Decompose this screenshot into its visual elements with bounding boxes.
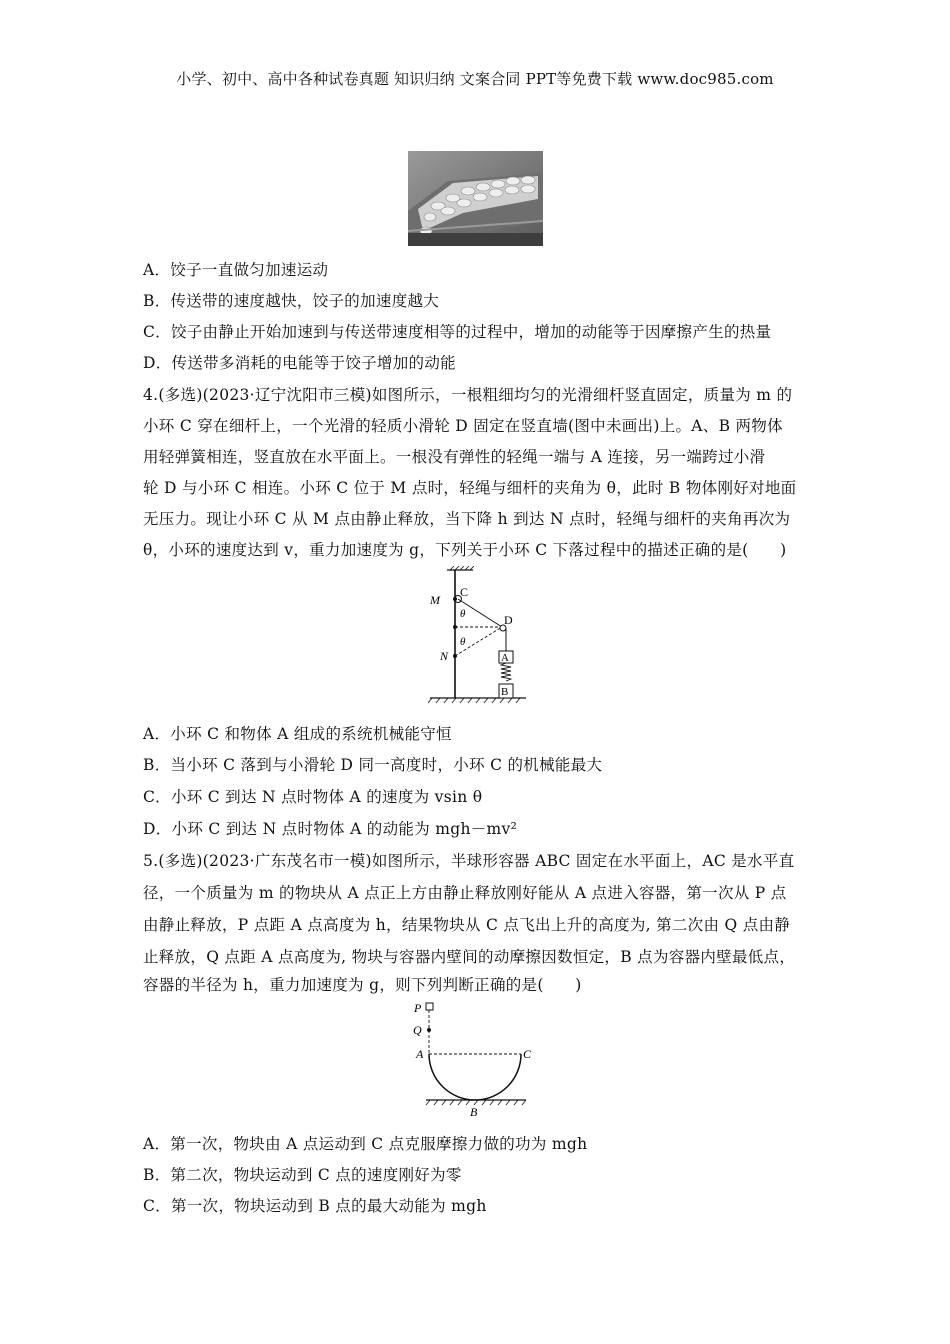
q4-stem-line-4: 轮 D 与小环 C 相连。小环 C 位于 M 点时，轻绳与细杆的夹角为 θ，此时 B 物体刚好对地面 xyxy=(143,479,797,497)
q5-stem-line-3: 由静止释放，P 点距 A 点高度为 h，结果物块从 C 点飞出上升的高度为, 第二次由 Q 点由静 xyxy=(143,916,791,934)
q4-option-a: A．小环 C 和物体 A 组成的系统机械能守恒 xyxy=(143,725,452,743)
label-b5: B xyxy=(470,1105,478,1119)
label-theta-1: θ xyxy=(460,608,466,620)
label-p: P xyxy=(414,1001,422,1015)
q5-stem-line-5: 容器的半径为 h，重力加速度为 g，则下列判断正确的是( ) xyxy=(143,976,582,994)
q5-option-a: A．第一次，物块由 A 点运动到 C 点克服摩擦力做的功为 mgh xyxy=(143,1135,588,1153)
q4-stem-line-1: 4.(多选)(2023·辽宁沈阳市三模)如图所示，一根粗细均匀的光滑细杆竖直固定，质量为 m 的 xyxy=(143,386,793,404)
label-m: M xyxy=(430,593,440,607)
q4-option-c: C．小环 C 到达 N 点时物体 A 的速度为 vsin θ xyxy=(143,788,483,806)
q4-option-b: B．当小环 C 落到与小滑轮 D 同一高度时，小环 C 的机械能最大 xyxy=(143,756,603,774)
q3-option-d: D．传送带多消耗的电能等于饺子增加的动能 xyxy=(143,354,456,372)
q4-option-d: D．小环 C 到达 N 点时物体 A 的动能为 mgh－mv² xyxy=(143,820,518,838)
q5-stem-line-1: 5.(多选)(2023·广东茂名市一模)如图所示，半球形容器 ABC 固定在水平面上，AC 是水平直 xyxy=(143,852,795,870)
label-a5: A xyxy=(416,1047,424,1061)
label-b: B xyxy=(501,686,509,698)
q4-stem-line-6: θ，小环的速度达到 v，重力加速度为 g，下列关于小环 C 下落过程中的描述正确的是( ) xyxy=(143,541,787,559)
q3-option-a: A．饺子一直做匀加速运动 xyxy=(143,261,329,279)
label-c5: C xyxy=(523,1047,532,1061)
label-d: D xyxy=(504,613,513,627)
q3-option-b: B．传送带的速度越快，饺子的加速度越大 xyxy=(143,292,440,310)
page-header: 小学、初中、高中各种试卷真题 知识归纳 文案合同 PPT等免费下载 www.doc985.com xyxy=(176,70,774,88)
dumpling-conveyor-photo xyxy=(408,151,543,246)
label-q: Q xyxy=(413,1023,422,1037)
label-a: A xyxy=(501,652,509,664)
q5-stem-line-4: 止释放，Q 点距 A 点高度为, 物块与容器内壁间的动摩擦因数恒定，B 点为容器内壁最低点， xyxy=(143,948,796,966)
q4-stem-line-2: 小环 C 穿在细杆上，一个光滑的轻质小滑轮 D 固定在竖直墙(图中未画出)上。A、B 两物体 xyxy=(143,417,783,435)
q3-option-c: C．饺子由静止开始加速到与传送带速度相等的过程中，增加的动能等于因摩擦产生的热量 xyxy=(143,323,772,341)
q4-stem-line-5: 无压力。现让小环 C 从 M 点由静止释放，当下降 h 到达 N 点时，轻绳与细杆的夹角再次为 xyxy=(143,510,791,528)
q5-stem-line-2: 径，一个质量为 m 的物块从 A 点正上方由静止释放刚好能从 A 点进入容器，第一次从 P 点 xyxy=(143,884,787,902)
label-c: C xyxy=(460,585,469,599)
q5-option-b: B．第二次，物块运动到 C 点的速度刚好为零 xyxy=(143,1166,462,1184)
label-theta-2: θ xyxy=(460,636,466,648)
q5-option-c: C．第一次，物块运动到 B 点的最大动能为 mgh xyxy=(143,1197,487,1215)
q4-figure xyxy=(428,566,528,706)
label-n: N xyxy=(440,649,449,663)
q4-stem-line-3: 用轻弹簧相连，竖直放在水平面上。一根没有弹性的轻绳一端与 A 连接，另一端跨过小滑 xyxy=(143,448,766,466)
q5-figure xyxy=(408,998,538,1120)
